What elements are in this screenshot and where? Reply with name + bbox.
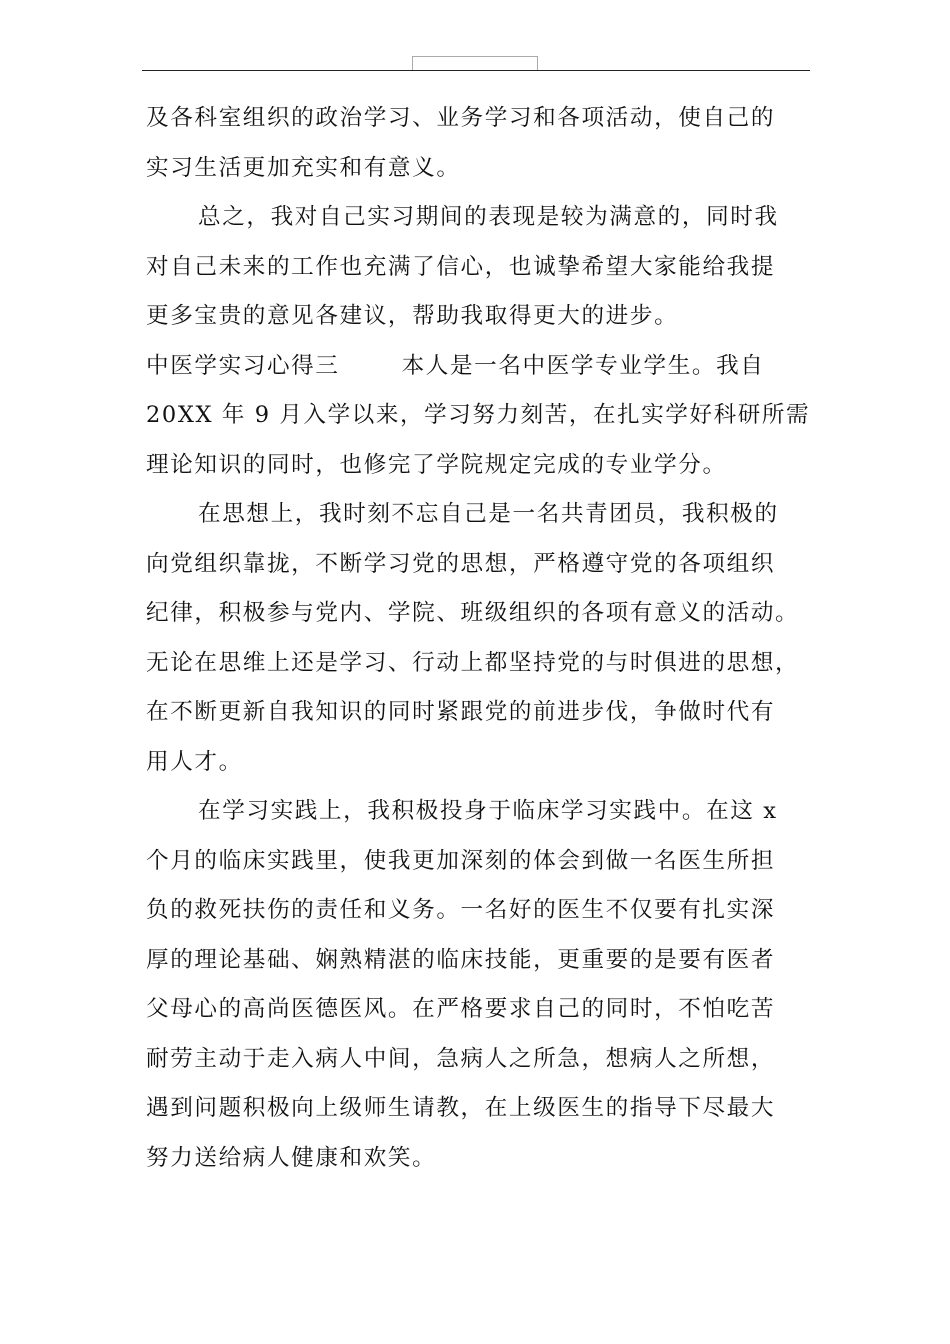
section-title-line [146,342,810,392]
header-tab [412,56,538,71]
text-line-19: 父母心的高尚医德医风。在严格要求自己的同时，不怕吃苦 [146,996,776,1022]
text-line-3: 总之，我对自己实习期间的表现是较为满意的，同时我 [198,204,779,230]
text-line-18: 厚的理论基础、娴熟精湛的临床技能，更重要的是要有医者 [146,946,776,973]
header-rule [142,70,810,71]
section-intro: 本人是一名中医学专业学生。我自 [401,352,765,379]
text-line-8: 理论知识的同时，也修完了学院规定完成的专业学分。 [146,451,727,478]
text-line-14: 用人才。 [146,748,243,775]
text-line-21: 遇到问题积极向上级师生请教，在上级医生的指导下尽最大 [146,1095,776,1121]
section-title: 中医学实习心得三 [146,352,340,379]
text-line-11: 纪律，积极参与党内、学院、班级组织的各项有意义的活动。 [146,600,800,626]
text-line-17: 负的救死扶伤的责任和义务。一名好的医生不仅要有扎实深 [146,897,776,923]
text-line-22: 努力送给病人健康和欢笑。 [146,1144,437,1171]
text-line-10: 向党组织靠拢，不断学习党的思想，严格遵守党的各项组织 [146,550,776,577]
text-line-16: 个月的临床实践里，使我更加深刻的体会到做一名医生所担 [146,847,776,874]
text-line-7: 20XX 年 9 月入学以来，学习努力刻苦，在扎实学好科研所需 [146,402,811,428]
text-line-5: 更多宝贵的意见各建议，帮助我取得更大的进步。 [146,303,679,329]
text-line-15: 在学习实践上，我积极投身于临床学习实践中。在这 x [198,798,778,824]
text-line-12: 无论在思维上还是学习、行动上都坚持党的与时俱进的思想， [146,649,800,676]
text-line-13: 在不断更新自我知识的同时紧跟党的前进步伐，争做时代有 [146,699,776,725]
text-line-4: 对自己未来的工作也充满了信心，也诚挚希望大家能给我提 [146,253,776,280]
text-line-2: 实习生活更加充实和有意义。 [146,154,461,181]
text-line-1: 及各科室组织的政治学习、业务学习和各项活动，使自己的 [146,105,776,131]
document-body [146,94,810,1183]
text-line-9: 在思想上，我时刻不忘自己是一名共青团员，我积极的 [198,501,779,527]
text-line-20: 耐劳主动于走入病人中间，急病人之所急，想病人之所想， [146,1045,776,1072]
